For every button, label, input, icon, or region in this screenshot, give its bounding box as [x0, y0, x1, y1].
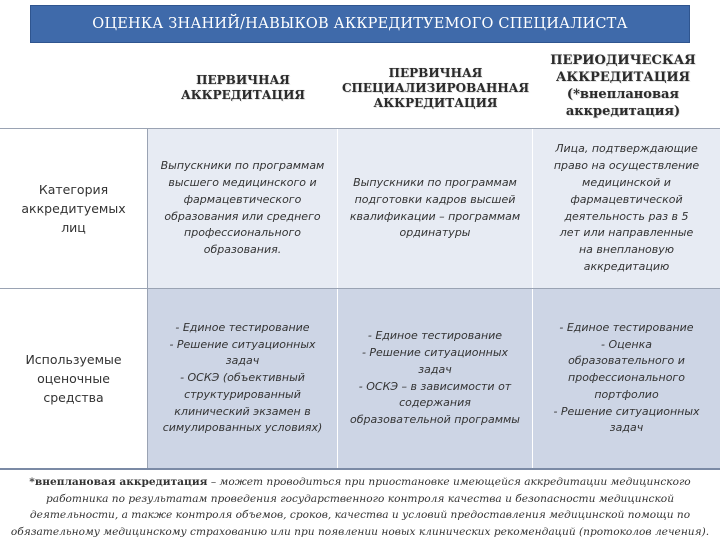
footnote-text: – может проводиться при приостановке имеющейся аккредитации медицинского работника по результатам проведения государственного контроля качества и безопасности медицинской деятельности, а также контроля объемов, сроков, качества и условий предоставления медицинской помощи по обязательному медицинскому страхованию или при появлении новых клинических рекомендаций (протоколов лечения).	[10, 476, 710, 538]
slide-title: ОЦЕНКА ЗНАНИЙ/НАВЫКОВ АККРЕДИТУЕМОГО СПЕЦИАЛИСТА	[30, 5, 690, 43]
table-cell: Выпускники по программам подготовки кадров высшей квалификации – программам ординатуры	[338, 129, 533, 288]
row-label: Используемые оценочные средства	[0, 289, 148, 468]
table-cell: Выпускники по программам высшего медицинского и фармацевтического образования или среднего профессионального образования.	[148, 129, 338, 288]
table-cell: - Единое тестирование - Оценка образовательного и профессионального портфолио - Решение ситуационных задач	[533, 289, 720, 468]
table-cell: - Единое тестирование - Решение ситуационных задач - ОСКЭ – в зависимости от содержания образовательной программы	[338, 289, 533, 468]
column-header-periodic: ПЕРИОДИЧЕСКАЯ АККРЕДИТАЦИЯ (*внеплановая аккредитация)	[550, 53, 696, 119]
row-label: Категория аккредитуемых лиц	[0, 129, 148, 288]
table-row	[0, 288, 720, 468]
table-cell: Лица, подтверждающие право на осуществление медицинской и фармацевтической деятельность раз в 5 лет или направленные на внеплановую аккредитацию	[533, 129, 720, 288]
column-header-primary: ПЕРВИЧНАЯ АККРЕДИТАЦИЯ	[180, 73, 305, 102]
footnote	[0, 468, 720, 540]
footnote-term: *внеплановая аккредитация	[29, 476, 208, 488]
table-row	[0, 128, 720, 288]
column-header-specialized: ПЕРВИЧНАЯ СПЕЦИАЛИЗИРОВАННАЯ АККРЕДИТАЦИЯ	[341, 65, 530, 110]
table-cell: - Единое тестирование - Решение ситуационных задач - ОСКЭ (объективный структурированный клинический экзамен в симулированных условиях)	[148, 289, 338, 468]
